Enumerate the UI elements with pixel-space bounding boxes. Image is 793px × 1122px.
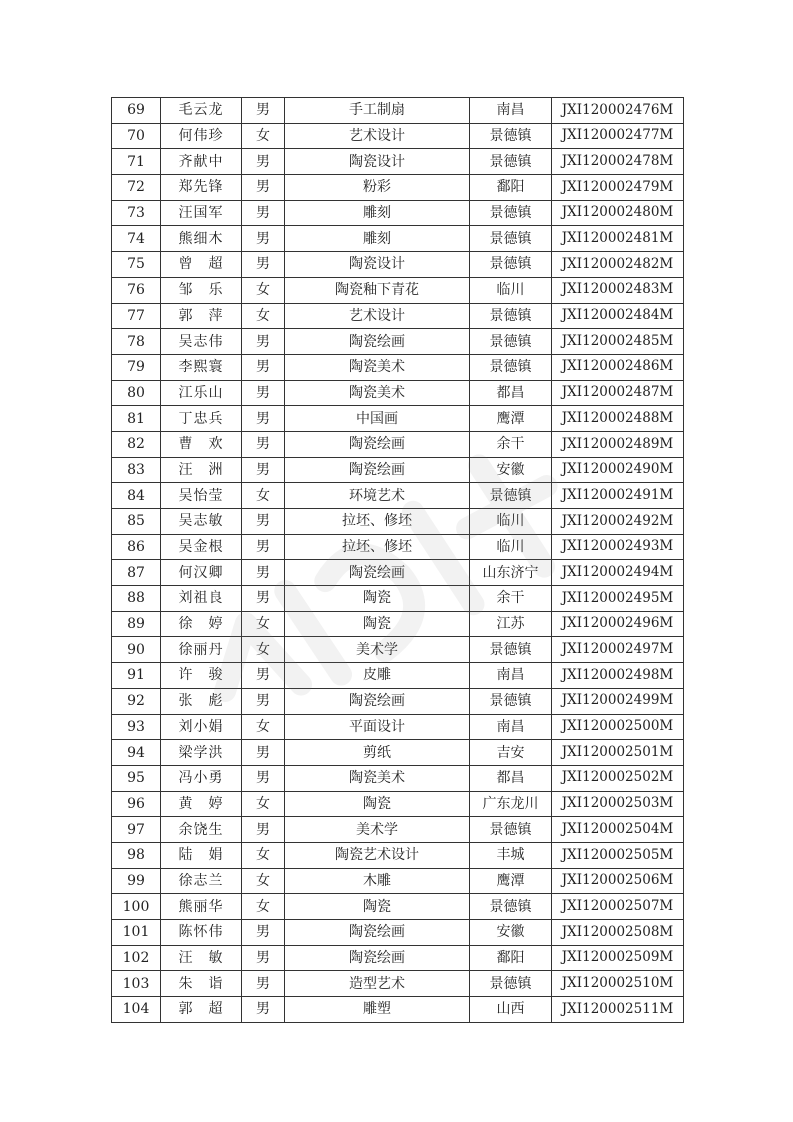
row-number-cell: 101: [112, 920, 161, 946]
major-cell: 木雕: [285, 868, 470, 894]
sex-cell: 女: [242, 611, 285, 637]
name-cell: 黄 婷: [161, 791, 242, 817]
sex-cell: 男: [242, 149, 285, 175]
table-row: [112, 303, 684, 329]
table-row: [112, 997, 684, 1023]
name-cell: 曾 超: [161, 252, 242, 278]
row-number-cell: 71: [112, 149, 161, 175]
name-cell: 吴志伟: [161, 329, 242, 355]
name-cell: 徐志兰: [161, 868, 242, 894]
origin-cell: 景德镇: [470, 688, 552, 714]
sex-cell: 男: [242, 457, 285, 483]
sex-cell: 男: [242, 534, 285, 560]
certificate-number-cell: JXI120002504M: [552, 817, 684, 843]
certificate-number-cell: JXI120002489M: [552, 431, 684, 457]
certificate-number-cell: JXI120002509M: [552, 945, 684, 971]
major-cell: 皮雕: [285, 663, 470, 689]
major-cell: 中国画: [285, 406, 470, 432]
table-row: [112, 226, 684, 252]
origin-cell: 广东龙川: [470, 791, 552, 817]
name-cell: 陆 娟: [161, 842, 242, 868]
row-number-cell: 87: [112, 560, 161, 586]
sex-cell: 男: [242, 431, 285, 457]
major-cell: 艺术设计: [285, 303, 470, 329]
certificate-number-cell: JXI120002503M: [552, 791, 684, 817]
sex-cell: 男: [242, 200, 285, 226]
table-row: [112, 98, 684, 124]
row-number-cell: 78: [112, 329, 161, 355]
table-row: [112, 277, 684, 303]
certificate-number-cell: JXI120002491M: [552, 483, 684, 509]
certificate-number-cell: JXI120002481M: [552, 226, 684, 252]
origin-cell: 临川: [470, 534, 552, 560]
table-row: [112, 637, 684, 663]
roster-table-body: [112, 98, 684, 1023]
sex-cell: 女: [242, 123, 285, 149]
origin-cell: 山西: [470, 997, 552, 1023]
row-number-cell: 81: [112, 406, 161, 432]
table-row: [112, 329, 684, 355]
certificate-number-cell: JXI120002488M: [552, 406, 684, 432]
major-cell: 陶瓷设计: [285, 149, 470, 175]
origin-cell: 景德镇: [470, 637, 552, 663]
origin-cell: 景德镇: [470, 329, 552, 355]
major-cell: 陶瓷绘画: [285, 945, 470, 971]
certificate-number-cell: JXI120002482M: [552, 252, 684, 278]
major-cell: 平面设计: [285, 714, 470, 740]
sex-cell: 男: [242, 971, 285, 997]
name-cell: 毛云龙: [161, 98, 242, 124]
origin-cell: 南昌: [470, 663, 552, 689]
name-cell: 李熙寰: [161, 354, 242, 380]
major-cell: 陶瓷绘画: [285, 329, 470, 355]
sex-cell: 女: [242, 303, 285, 329]
row-number-cell: 88: [112, 586, 161, 612]
certificate-number-cell: JXI120002483M: [552, 277, 684, 303]
major-cell: 陶瓷美术: [285, 765, 470, 791]
certificate-number-cell: JXI120002496M: [552, 611, 684, 637]
origin-cell: 景德镇: [470, 200, 552, 226]
table-row: [112, 842, 684, 868]
certificate-number-cell: JXI120002510M: [552, 971, 684, 997]
sex-cell: 男: [242, 997, 285, 1023]
table-row: [112, 380, 684, 406]
name-cell: 汪国军: [161, 200, 242, 226]
origin-cell: 景德镇: [470, 123, 552, 149]
row-number-cell: 85: [112, 509, 161, 535]
row-number-cell: 99: [112, 868, 161, 894]
row-number-cell: 96: [112, 791, 161, 817]
table-row: [112, 714, 684, 740]
table-row: [112, 252, 684, 278]
major-cell: 雕刻: [285, 226, 470, 252]
major-cell: 陶瓷绘画: [285, 457, 470, 483]
major-cell: 陶瓷: [285, 791, 470, 817]
table-row: [112, 560, 684, 586]
certificate-number-cell: JXI120002497M: [552, 637, 684, 663]
name-cell: 江乐山: [161, 380, 242, 406]
sex-cell: 男: [242, 406, 285, 432]
major-cell: 陶瓷釉下青花: [285, 277, 470, 303]
row-number-cell: 102: [112, 945, 161, 971]
origin-cell: 鄱阳: [470, 945, 552, 971]
row-number-cell: 94: [112, 740, 161, 766]
major-cell: 雕塑: [285, 997, 470, 1023]
sex-cell: 男: [242, 98, 285, 124]
row-number-cell: 80: [112, 380, 161, 406]
table-row: [112, 200, 684, 226]
major-cell: 陶瓷美术: [285, 380, 470, 406]
row-number-cell: 89: [112, 611, 161, 637]
roster-sheet: [111, 97, 683, 1023]
certificate-number-cell: JXI120002502M: [552, 765, 684, 791]
origin-cell: 南昌: [470, 714, 552, 740]
origin-cell: 都昌: [470, 765, 552, 791]
table-row: [112, 123, 684, 149]
sex-cell: 男: [242, 663, 285, 689]
row-number-cell: 77: [112, 303, 161, 329]
table-row: [112, 688, 684, 714]
major-cell: 艺术设计: [285, 123, 470, 149]
origin-cell: 鄱阳: [470, 175, 552, 201]
table-row: [112, 945, 684, 971]
certificate-number-cell: JXI120002508M: [552, 920, 684, 946]
name-cell: 徐 婷: [161, 611, 242, 637]
certificate-number-cell: JXI120002501M: [552, 740, 684, 766]
origin-cell: 景德镇: [470, 971, 552, 997]
sex-cell: 男: [242, 329, 285, 355]
certificate-number-cell: JXI120002485M: [552, 329, 684, 355]
row-number-cell: 103: [112, 971, 161, 997]
sex-cell: 男: [242, 252, 285, 278]
certificate-number-cell: JXI120002493M: [552, 534, 684, 560]
origin-cell: 景德镇: [470, 149, 552, 175]
major-cell: 陶瓷美术: [285, 354, 470, 380]
sex-cell: 女: [242, 868, 285, 894]
row-number-cell: 84: [112, 483, 161, 509]
major-cell: 陶瓷: [285, 611, 470, 637]
certificate-number-cell: JXI120002476M: [552, 98, 684, 124]
row-number-cell: 69: [112, 98, 161, 124]
certificate-number-cell: JXI120002484M: [552, 303, 684, 329]
origin-cell: 景德镇: [470, 817, 552, 843]
certificate-number-cell: JXI120002495M: [552, 586, 684, 612]
name-cell: 吴金根: [161, 534, 242, 560]
major-cell: 拉坯、修坯: [285, 534, 470, 560]
major-cell: 陶瓷设计: [285, 252, 470, 278]
name-cell: 梁学洪: [161, 740, 242, 766]
name-cell: 徐丽丹: [161, 637, 242, 663]
sex-cell: 男: [242, 740, 285, 766]
row-number-cell: 104: [112, 997, 161, 1023]
major-cell: 陶瓷: [285, 894, 470, 920]
sex-cell: 女: [242, 637, 285, 663]
name-cell: 朱 诣: [161, 971, 242, 997]
origin-cell: 都昌: [470, 380, 552, 406]
roster-table: [111, 97, 684, 1023]
origin-cell: 丰城: [470, 842, 552, 868]
origin-cell: 鹰潭: [470, 406, 552, 432]
table-row: [112, 791, 684, 817]
table-row: [112, 920, 684, 946]
sex-cell: 男: [242, 945, 285, 971]
origin-cell: 余干: [470, 586, 552, 612]
major-cell: 造型艺术: [285, 971, 470, 997]
certificate-number-cell: JXI120002499M: [552, 688, 684, 714]
origin-cell: 景德镇: [470, 483, 552, 509]
row-number-cell: 72: [112, 175, 161, 201]
name-cell: 冯小勇: [161, 765, 242, 791]
major-cell: 雕刻: [285, 200, 470, 226]
sex-cell: 男: [242, 688, 285, 714]
name-cell: 丁忠兵: [161, 406, 242, 432]
major-cell: 美术学: [285, 637, 470, 663]
table-row: [112, 971, 684, 997]
certificate-number-cell: JXI120002494M: [552, 560, 684, 586]
row-number-cell: 100: [112, 894, 161, 920]
origin-cell: 南昌: [470, 98, 552, 124]
origin-cell: 鹰潭: [470, 868, 552, 894]
name-cell: 熊细木: [161, 226, 242, 252]
table-row: [112, 611, 684, 637]
table-row: [112, 457, 684, 483]
name-cell: 郭 超: [161, 997, 242, 1023]
major-cell: 陶瓷绘画: [285, 920, 470, 946]
origin-cell: 景德镇: [470, 252, 552, 278]
row-number-cell: 79: [112, 354, 161, 380]
row-number-cell: 97: [112, 817, 161, 843]
certificate-number-cell: JXI120002498M: [552, 663, 684, 689]
table-row: [112, 663, 684, 689]
name-cell: 何伟珍: [161, 123, 242, 149]
name-cell: 何汉卿: [161, 560, 242, 586]
sex-cell: 男: [242, 380, 285, 406]
major-cell: 拉坯、修坯: [285, 509, 470, 535]
sex-cell: 男: [242, 765, 285, 791]
name-cell: 陈怀伟: [161, 920, 242, 946]
certificate-number-cell: JXI120002506M: [552, 868, 684, 894]
certificate-number-cell: JXI120002480M: [552, 200, 684, 226]
row-number-cell: 74: [112, 226, 161, 252]
name-cell: 汪 洲: [161, 457, 242, 483]
name-cell: 张 彪: [161, 688, 242, 714]
major-cell: 陶瓷艺术设计: [285, 842, 470, 868]
sex-cell: 女: [242, 894, 285, 920]
name-cell: 汪 敏: [161, 945, 242, 971]
table-row: [112, 354, 684, 380]
certificate-number-cell: JXI120002492M: [552, 509, 684, 535]
name-cell: 熊丽华: [161, 894, 242, 920]
major-cell: 粉彩: [285, 175, 470, 201]
major-cell: 剪纸: [285, 740, 470, 766]
row-number-cell: 73: [112, 200, 161, 226]
origin-cell: 吉安: [470, 740, 552, 766]
major-cell: 美术学: [285, 817, 470, 843]
certificate-number-cell: JXI120002505M: [552, 842, 684, 868]
major-cell: 陶瓷绘画: [285, 688, 470, 714]
name-cell: 曹 欢: [161, 431, 242, 457]
sex-cell: 男: [242, 920, 285, 946]
table-row: [112, 431, 684, 457]
origin-cell: 余干: [470, 431, 552, 457]
sex-cell: 男: [242, 560, 285, 586]
sex-cell: 女: [242, 483, 285, 509]
row-number-cell: 92: [112, 688, 161, 714]
name-cell: 邹 乐: [161, 277, 242, 303]
table-row: [112, 175, 684, 201]
major-cell: 陶瓷: [285, 586, 470, 612]
row-number-cell: 86: [112, 534, 161, 560]
sex-cell: 男: [242, 226, 285, 252]
name-cell: 刘祖良: [161, 586, 242, 612]
table-row: [112, 406, 684, 432]
certificate-number-cell: JXI120002511M: [552, 997, 684, 1023]
major-cell: 陶瓷绘画: [285, 431, 470, 457]
table-row: [112, 586, 684, 612]
certificate-number-cell: JXI120002487M: [552, 380, 684, 406]
table-row: [112, 868, 684, 894]
origin-cell: 江苏: [470, 611, 552, 637]
certificate-number-cell: JXI120002478M: [552, 149, 684, 175]
major-cell: 陶瓷绘画: [285, 560, 470, 586]
certificate-number-cell: JXI120002500M: [552, 714, 684, 740]
name-cell: 许 骏: [161, 663, 242, 689]
row-number-cell: 95: [112, 765, 161, 791]
row-number-cell: 98: [112, 842, 161, 868]
certificate-number-cell: JXI120002486M: [552, 354, 684, 380]
major-cell: 环境艺术: [285, 483, 470, 509]
origin-cell: 景德镇: [470, 226, 552, 252]
sex-cell: 女: [242, 714, 285, 740]
table-row: [112, 509, 684, 535]
origin-cell: 山东济宁: [470, 560, 552, 586]
origin-cell: 安徽: [470, 920, 552, 946]
table-row: [112, 149, 684, 175]
origin-cell: 安徽: [470, 457, 552, 483]
name-cell: 余饶生: [161, 817, 242, 843]
sex-cell: 女: [242, 791, 285, 817]
row-number-cell: 75: [112, 252, 161, 278]
major-cell: 手工制扇: [285, 98, 470, 124]
name-cell: 吴怡莹: [161, 483, 242, 509]
table-row: [112, 534, 684, 560]
row-number-cell: 82: [112, 431, 161, 457]
name-cell: 吴志敏: [161, 509, 242, 535]
table-row: [112, 483, 684, 509]
certificate-number-cell: JXI120002490M: [552, 457, 684, 483]
origin-cell: 景德镇: [470, 894, 552, 920]
row-number-cell: 76: [112, 277, 161, 303]
name-cell: 齐献中: [161, 149, 242, 175]
sex-cell: 女: [242, 842, 285, 868]
origin-cell: 临川: [470, 277, 552, 303]
table-row: [112, 740, 684, 766]
sex-cell: 男: [242, 586, 285, 612]
origin-cell: 临川: [470, 509, 552, 535]
origin-cell: 景德镇: [470, 303, 552, 329]
sex-cell: 女: [242, 277, 285, 303]
origin-cell: 景德镇: [470, 354, 552, 380]
row-number-cell: 91: [112, 663, 161, 689]
certificate-number-cell: JXI120002507M: [552, 894, 684, 920]
row-number-cell: 83: [112, 457, 161, 483]
sex-cell: 男: [242, 509, 285, 535]
table-row: [112, 817, 684, 843]
table-row: [112, 765, 684, 791]
row-number-cell: 93: [112, 714, 161, 740]
certificate-number-cell: JXI120002477M: [552, 123, 684, 149]
row-number-cell: 90: [112, 637, 161, 663]
name-cell: 郭 萍: [161, 303, 242, 329]
certificate-number-cell: JXI120002479M: [552, 175, 684, 201]
sex-cell: 男: [242, 354, 285, 380]
name-cell: 刘小娟: [161, 714, 242, 740]
sex-cell: 男: [242, 817, 285, 843]
row-number-cell: 70: [112, 123, 161, 149]
sex-cell: 男: [242, 175, 285, 201]
table-row: [112, 894, 684, 920]
name-cell: 郑先锋: [161, 175, 242, 201]
